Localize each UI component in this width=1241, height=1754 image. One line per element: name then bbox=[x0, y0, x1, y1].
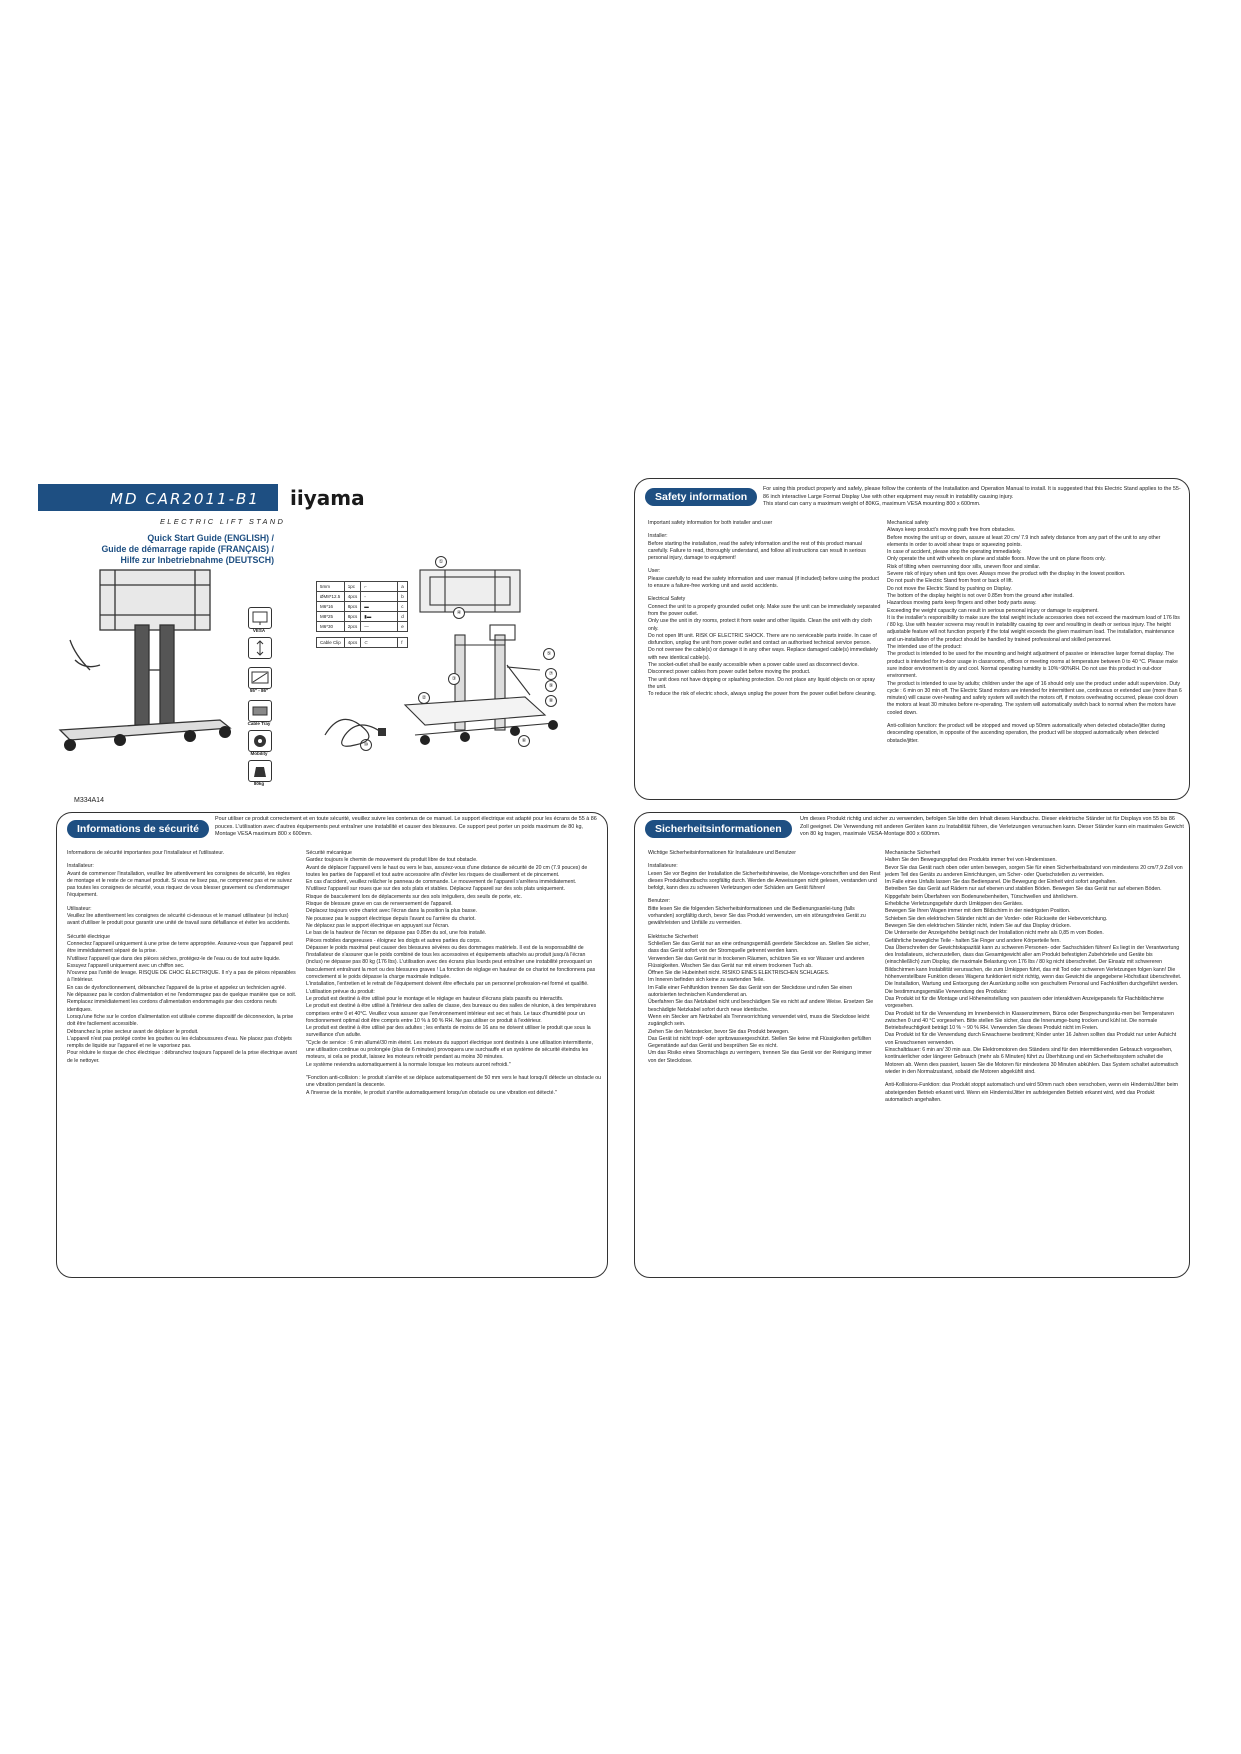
table-row bbox=[317, 582, 408, 592]
table-row bbox=[317, 638, 408, 648]
french-intro: Pour utiliser ce produit correctement et en toute sécurité, veuillez suivre les contenus de ce manuel. Le support électrique est adapté pour les écrans de 55 à 86 pouces. L'utilisation avec d'autres équipements peut entraîner une instabilité et causer des blessures. Ce support peut porter un poids maximum de 80 kg, Montage VESA maximum 800 x 600mm. bbox=[215, 816, 597, 838]
part-size: ØM8*12.5 bbox=[317, 592, 345, 602]
paragraph: Sécurité électrique Connectez l'appareil uniquement à une prise de terre appropriée. Assurez-vous que l'appareil peut être immédiatement séparé de la prise. N'utilisez l'appareil que dans des pièces sèches, protégez-le de l'eau ou de tout autre liquide. Essuyez l'appareil uniquement avec un chiffon sec. N'ouvrez pas l'unité de levage. RISQUE DE CHOC ÉLECTRIQUE. Il n'y a pas de pièces réparables à l'intérieur. En cas de dysfonctionnement, débranchez l'appareil de la prise et appelez un technicien agréé. Ne dépassez pas le cordon d'alimentation et ne l'endommagez pas de quelque manière que ce soit. Remplacez immédiatement les cordons d'alimentation endommagés par des cordons neufs identiques. Lorsqu'une fiche sur le cordon d'alimentation est utilisée comme dispositif de déconnexion, la prise doit être facilement accessible. Débranchez la prise secteur avant de déplacer le produit. L'appareil n'est pas protégé contre les gouttes ou les éclaboussures d'eau. Ne placez pas d'objets remplis de liquide sur l'appareil et ne le vaporisez pas. Pour réduire le risque de choc électrique : débranchez toujours l'appareil de la prise électrique avant de le nettoyer. bbox=[67, 933, 297, 1064]
callout-10: ⑩ bbox=[360, 739, 372, 751]
paragraph: Sécurité mécanique Gardez toujours le chemin de mouvement du produit libre de tout obstacle. Avant de déplacer l'appareil vers le haut ou vers le bas, assurez-vous d'une distance de sécurité de 20 cm (7.9 pouces) de toutes les parties de l'appareil et tout autre accessoire afin d'éviter les risques de cisaillement et de pincement. En cas d'accident, veuillez relâcher le panneau de commande. Le mouvement de l'appareil s'arrêtera immédiatement. N'utilisez l'appareil sur roues que sur des sols plats et stables. Déplacez l'appareil sur des sols plats uniquement. Risque de basculement lors de déplacements sur des sols irréguliers, des seuils de porte, etc. Risque de blessure grave en cas de renversement de l'appareil. Déplacez toujours votre chariot avec l'écran dans la position la plus basse. Ne poussez pas le support électrique depuis l'avant ou l'arrière du chariot. Ne déplacez pas le support électrique en appuyant sur l'écran. Le bas de la hauteur de l'écran ne dépasse pas 0.85m du sol, une fois installé. Pièces mobiles dangereuses - éloignez les doigts et autres parties du corps. Dépasser le poids maximal peut causer des blessures sévères ou des dommages matériels. Il est de la responsabilité de l'installateur de s'assurer que le poids combiné de tous les accessoires et équipements attachés au produit jusqu'à l'écran (inclus) ne dépasse pas 80 kg (176 lbs). L'utilisation avec des écrans plus lourds peut entraîner une instabilité provoquant un basculement entraînant la mort ou des blessures graves ! La fonction de réglage en hauteur de ce chariot ne fonctionnera pas correctement si le poids dépasse la charge maximale indiquée. L'installation, l'entretien et le retrait de l'équipement doivent être effectués par un personnel profession-nel formé et qualifié. L'utilisation prévue du produit: Le produit est destiné à être utilisé pour le montage et le réglage en hauteur d'écrans plats passifs ou interactifs. Le produit est destiné à être utilisé à l'intérieur des salles de classe, des bureaux ou des salles de réunion, à des températures comprises entre 0 et 40°C. Veuillez vous assurer que l'environnement intérieur est sec et frais. Le taux d'humidité pour un fonctionnement optimal doit être compris entre 10 % à 90 % RH. Ne pas utiliser ce produit à l'extérieur. Le produit est destiné à être utilisé par des adultes ; les enfants de moins de 16 ans ne doivent utiliser le produit que sous la surveillance d'un adulte. "Cycle de service : 6 min allumé/30 min éteint. Les moteurs du support électrique sont destinés à une utilisation intermittente, une utilisation continue ou prolongée (plus de 6 minutes) provoquera une surchauffe et un système de sécurité éteindra les moteurs, si cela se produit, laissez les moteurs refroidir pendant au moins 30 minutes. Le système reviendra automatiquement à la normale lorsque les moteurs auront refroidi." bbox=[306, 850, 597, 1068]
mobility-icon bbox=[248, 730, 272, 752]
table-row bbox=[317, 592, 408, 602]
height-icon bbox=[248, 637, 272, 659]
english-column-1 bbox=[648, 520, 883, 699]
part-letter: c bbox=[398, 602, 408, 612]
german-heading: Sicherheitsinformationen bbox=[645, 820, 792, 838]
callout-7: ⑦ bbox=[545, 668, 557, 680]
callout-9: ⑨ bbox=[545, 680, 557, 692]
english-heading: Safety information bbox=[645, 488, 757, 506]
callout-8: ⑧ bbox=[545, 695, 557, 707]
part-image: ⊂ bbox=[361, 638, 398, 648]
french-column-2 bbox=[306, 850, 602, 1097]
french-heading: Informations de sécurité bbox=[67, 820, 209, 838]
paragraph: Mechanical safety Always keep product's moving path free from obstacles. Before moving the unit up or down, assure at least 20 cm/ 7.9 inch safety distance from any part of the unit to any other elements in order to avoid shear traps or squeezing points. In case of accident, please stop the operating immediately. Only operate the unit with wheels on plane and stable floors. Move the unit on plane floors only. Risk of tilting when overrunning door sills, uneven floor and similar. Severe risk of injury when unit tips over. Always move the product with the display in the lowest position. Do not push the Electric Stand from front or back of lift. Do not move the Electric Stand by pushing on Display. The bottom of the display height is not over 0.85m from the ground after installed. Hazardous moving parts keep fingers and other body parts away. Exceeding the weight capacity can result in serious personal injury or damage to equipment. It is the installer's responsibility to make sure the total weight include accessories does not exceed the maximum load of 176 lbs / 80 kg. Use with heavier screens may result in instability causing tip over and resulting in death or serious injury. The height adjustable feature will not function properly if the total weight exceeds the given maximum load. The installation, maintenance and un-installation of the product should be handled by trained professional and skilled personnel. The intended use of the product: The product is intended to be used for the mounting and height adjustment of passive or interactive larger format display. The product is intended for in-door usage in classrooms, offices or meeting rooms at temperature between 0 to 40 °C. Please make sure indoor environment is dry and cool. Normal operating humidity is 10%~90%RH. Do not use this product in out-door environment. The product is intended to use by adults; children under the age of 16 should only use the product under adult supervision. Duty cycle : 6 min on 30 min off. The Electric Stand motors are intended for intermittent use, continuous or extended use (more than 6 minutes) will cause over-heating and safety system will switch the motors off, if motors overheating occurred, please cool down the motors at least 30 minutes before re-operating. The system will automatically switch back to normal when the motors have cooled down. bbox=[887, 520, 1182, 716]
weight-icon bbox=[248, 760, 272, 782]
german-intro: Um dieses Produkt richtig und sicher zu verwenden, befolgen Sie bitte den Inhalt dieses Handbuchs. Dieser elektrische Ständer ist für Displays von 55 bis 86 Zoll geeignet. Die Verwendung mit anderen Geräten kann zu Instabilität führen, die Verletzungen verursachen kann. Dieser Ständer kann ein maximales Gewicht von 80 kg tragen, maximale VESA-Montage 800 x 600mm. bbox=[800, 816, 1184, 838]
paragraph: Anti-collision function: the product will be stopped and moved up 50mm automatically when detected obstacle/jitter during descending operation, in opposite of the ascending operation, the product will be stopped automatically when detected obstacle/jitter. bbox=[887, 723, 1166, 744]
part-size: 5mm bbox=[317, 582, 345, 592]
model-name: MD CAR2011-B1 bbox=[110, 490, 260, 508]
paragraph: Elektrische Sicherheit Schließen Sie das Gerät nur an eine ordnungsgemäß geerdete Steckdose an. Stellen Sie sicher, dass das Gerät sofort von der Stromquelle getrennt werden kann. Verwenden Sie das Gerät nur in trockenen Räumen, schützen Sie es vor Wasser und anderen Flüssigkeiten. Wischen Sie das Gerät nur mit einem trockenen Tuch ab. Öffnen Sie die Hubeinheit nicht. RISIKO EINES ELEKTRISCHEN SCHLAGES. Im Inneren befinden sich keine zu wartenden Teile. Im Falle einer Fehlfunktion trennen Sie das Gerät von der Steckdose und rufen Sie einen autorisierten technischen Kundendienst an. Überfahren Sie das Netzkabel nicht und beschädigen Sie es nicht auf andere Weise. Ersetzen Sie beschädigte Netzkabel sofort durch neue identische. Wenn ein Stecker am Netzkabel als Trennvorrichtung verwendet wird, muss die Steckdose leicht zugänglich sein. Ziehen Sie den Netzstecker, bevor Sie das Produkt bewegen. Das Gerät ist nicht tropf- oder spritzwassergeschützt. Stellen Sie keine mit Flüssigkeiten gefüllten Gegenstände auf das Gerät und besprühen Sie es nicht. Um das Risiko eines Stromschlags zu verringern, trennen Sie das Gerät vor der Reinigung immer von der Steckdose. bbox=[648, 933, 874, 1064]
product-subtitle: ELECTRIC LIFT STAND bbox=[160, 517, 286, 526]
power-cable-illustration bbox=[320, 710, 390, 755]
paragraph: Installateure: Lesen Sie vor Beginn der Installation die Sicherheitshinweise, die Montage-vorschriften und den Rest dieses Produkthandbuchs sorgfältig durch. Werden die Anweisungen nicht gelesen, verstanden und befolgt, kann dies zu schweren Verletzungen oder Schäden am Gerät führen! bbox=[648, 863, 881, 892]
guide-title-fr: Guide de démarrage rapide (FRANÇAIS) / bbox=[101, 544, 274, 554]
part-image: ◦ bbox=[361, 592, 398, 602]
brand-logo: iiyama bbox=[290, 486, 365, 510]
callout-4: ④ bbox=[453, 607, 465, 619]
callout-6: ⑥ bbox=[518, 735, 530, 747]
part-letter: a bbox=[398, 582, 408, 592]
part-image: ⌐ bbox=[361, 582, 398, 592]
part-size: M6*16 bbox=[317, 602, 345, 612]
table-row bbox=[317, 602, 408, 612]
icon-label-size: 55" - 86" bbox=[249, 688, 269, 693]
paragraph: Installateur: Avant de commencer l'installation, veuillez lire attentivement les consignes de sécurité, les règles de montage et le reste de ce manuel produit. Si vous ne lisez pas, ne comprenez pas et ne suivez pas toutes les consignes de sécurité, vous risquez de vous blesser gravement ou d'endommager l'équipement. bbox=[67, 863, 292, 899]
paragraph: Important safety information for both installer and user bbox=[648, 520, 773, 526]
document-code: M334A14 bbox=[74, 797, 104, 804]
part-qty: 8pcs bbox=[344, 602, 361, 612]
icon-label-vesa: VESA bbox=[252, 628, 266, 633]
guide-title-en: Quick Start Guide (ENGLISH) / bbox=[147, 533, 274, 543]
part-qty: 2pcs bbox=[344, 622, 361, 632]
screen-size-icon bbox=[248, 667, 272, 689]
cable-tray-icon bbox=[248, 700, 272, 722]
table-row bbox=[317, 612, 408, 622]
icon-label-weight: 80kg bbox=[253, 781, 265, 786]
part-image: — bbox=[361, 622, 398, 632]
paragraph: Benutzer: Bitte lesen Sie die folgenden Sicherheitsinformationen und die Bedienungsanlei-tung (falls vorhanden) sorgfältig durch, bevor Sie das Produkt verwenden, um ein störungsfreies Gerät zu gewährleisten und Unfälle zu vermeiden. bbox=[648, 898, 866, 927]
paragraph: Anti-Kollisions-Funktion: das Produkt stoppt automatisch und wird 50mm nach oben verschoben, wenn ein Hindernis/Jitter beim absteigenden Betrieb erkannt wird. Wenn ein Hindernis/Jitter im aufsteigenden Betrieb erkannt wird, wird das Produkt automatisch angehalten. bbox=[885, 1082, 1178, 1103]
part-size: Cable Clip bbox=[317, 638, 345, 648]
part-qty: 4pcs bbox=[344, 638, 361, 648]
english-column-2 bbox=[887, 520, 1182, 745]
paragraph: "Fonction anti-collision : le produit s'arrête et se déplace automatiquement de 50 mm vers le haut lorsqu'il détecte un obstacle ou une vibration pendant la descente. A l'inverse de la montée, le produit s'arrête automatiquement lorsqu'un obstacle ou une vibration est détecté." bbox=[306, 1074, 602, 1096]
monitor-icon bbox=[248, 607, 272, 629]
part-image: ▬ bbox=[361, 602, 398, 612]
english-intro: For using this product properly and safely, please follow the contents of the Installation and Operation Manual to install. It is suggested that this Electric Stand applies to the 55-86 inch interactive Large Format Display Use with other equipment may result in instability causing injury. This stand can carry a maximum weight of 80KG, maximum VESA mounting 800 x 600mm. bbox=[763, 486, 1181, 508]
french-column-1 bbox=[67, 850, 297, 1065]
part-letter: e bbox=[398, 622, 408, 632]
table-row bbox=[317, 622, 408, 632]
paragraph: Installer: Before starting the installation, read the safety information and the rest of this product manual carefully. Failure to read, thoroughly understand, and follow all instructions can result in serious personal injury, damage to equipment! bbox=[648, 533, 866, 562]
paragraph: Wichtige Sicherheitsinformationen für Installateure und Benutzer bbox=[648, 850, 796, 856]
paragraph: Electrical Safety Connect the unit to a properly grounded outlet only. Make sure the unit can be immediately separated from the power outlet. Only use the unit in dry rooms, protect it from water and other liquids. Clean the unit with dry cloth only. Do not open lift unit. RISK OF ELECTRIC SHOCK. There are no serviceable parts inside. In case of disfunction, unplug the unit from power outlet and contact an authorised technical service person. Do not oversee the cable(s) or damage it in any other ways. Replace damaged cable(s) immediately with new identical cable(s). The socket-outlet shall be easily accessible when a power cable used as disconnect device. Disconnect power cables from power outlet before moving the product. The unit does not have dripping or splashing protection. Do not place any liquid objects on or spray the unit. To reduce the risk of electric shock, always unplug the power from the power outlet before cleaning. bbox=[648, 596, 881, 698]
german-column-2 bbox=[885, 850, 1183, 1104]
callout-2: ② bbox=[418, 692, 430, 704]
part-size: M6*30 bbox=[317, 622, 345, 632]
part-qty: 8pcs bbox=[344, 612, 361, 622]
paragraph: Informations de sécurité importantes pour l'installateur et l'utilisateur. bbox=[67, 850, 225, 856]
german-column-1 bbox=[648, 850, 881, 1065]
stand-illustration bbox=[40, 550, 240, 760]
icon-label-mobility: Mobility bbox=[250, 751, 268, 756]
callout-5: ⑤ bbox=[543, 648, 555, 660]
part-qty: 1pc bbox=[344, 582, 361, 592]
callout-1: ① bbox=[435, 556, 447, 568]
part-image: ▮▬ bbox=[361, 612, 398, 622]
icon-label-cable-tray: Cable Tray bbox=[247, 721, 271, 726]
part-letter: b bbox=[398, 592, 408, 602]
part-letter: d bbox=[398, 612, 408, 622]
paragraph: Utilisateur: Veuillez lire attentivement les consignes de sécurité ci-dessous et le manuel utilisateur (si inclus) avant d'utiliser le produit pour garantir une unité de travail sans défaillance et éviter les accidents. bbox=[67, 905, 291, 927]
callout-3: ③ bbox=[448, 673, 460, 685]
part-size: M8*25 bbox=[317, 612, 345, 622]
guide-title-de: Hilfe zur Inbetriebnahme (DEUTSCH) bbox=[120, 555, 274, 565]
part-qty: 4pcs bbox=[344, 592, 361, 602]
paragraph: Mechanische Sicherheit Halten Sie den Bewegungspfad des Produkts immer frei von Hindernissen. Bevor Sie das Gerät nach oben oder unten bewegen, sorgen Sie für einen Sicherheitsabstand von mindestens 20 cm/7,9 Zoll von jedem Teil des Geräts zu anderen Einrichtungen, um Scher- oder Quetschstellen zu vermeiden. Im Falle eines Unfalls lassen Sie das Bedienpanel. Die Bewegung der Einheit wird sofort angehalten. Betreiben Sie das Gerät auf Rädern nur auf ebenen und stabilen Böden. Bewegen Sie das Gerät nur auf ebenen Böden. Kippgefahr beim Überfahren von Bodenunebenheiten, Türschwellen und ähnlichem. Erhebliche Verletzungsgefahr durch Umkippen des Gerätes. Bewegen Sie Ihren Wagen immer mit dem Bildschirm in der niedrigsten Position. Schieben Sie den elektrischen Ständer nicht an der Vorder- oder Rückseite der Hebevorrichtung. Bewegen Sie den elektrischen Ständer nicht, indem Sie auf das Display drücken. Die Unterseite der Anzeigehöhe beträgt nach der Installation nicht mehr als 0,85 m vom Boden. Gefährliche bewegliche Teile - halten Sie Finger und andere Körperteile fern. Das Überschreiten der Gewichtskapazität kann zu schweren Personen- oder Sachschäden führen! Es liegt in der Verantwortung des Installateurs, sicherzustellen, dass das Gesamtgewicht aller am Produkt befestigten Zubehörteile und Geräte bis (einschließlich) zum Display, die maximale Belastung von 176 lbs / 80 kg nicht überschreitet. Der Einsatz mit schwereren Bildschirmen kann Instabilität verursachen, die zum Umkippen führt, das mit Tod oder schweren Verletzungen folgen kann! Die höhenverstellbare Funktion dieses Wagens funktioniert nicht richtig, wenn das Gewicht die angegebene Höchstlast überschreitet. Die Installation, Wartung und Entsorgung der Ausrüstung sollte von geschultem Personal und Fachkräften durchgeführt werden. Die bestimmungsgemäße Verwendung des Produkts: Das Produkt ist für die Montage und Höheneinstellung von passiven oder interaktiven Anzeigepanels für Flachbildschirme vorgesehen. Das Produkt ist für die Verwendung im Innenbereich in Klassenzimmern, Büros oder Besprechungsräu-men bei Temperaturen zwischen 0 und 40 °C vorgesehen. Bitte stellen Sie sicher, dass die Innenumge-bung trocken und kühl ist. Die normale Betriebsfeuchtigkeit beträgt 10 % ~ 90 % RH. Verwenden Sie dieses Produkt nicht im Freien. Das Produkt ist für die Verwendung durch Erwachsene bestimmt; Kinder unter 16 Jahren sollten das Produkt nur unter Aufsicht von Erwachsenen verwenden. Einschaltdauer: 6 min an/ 30 min aus. Die Elektromotoren des Ständers sind für den intermittierenden Gebrauch vorgesehen, kontinuierlicher oder längerer Gebrauch (mehr als 6 Minuten) führt zu Überhitzung und ein Sicherheitssystem schaltet die Motoren ab. Wenn dies passiert, lassen Sie die Motoren für mindestens 30 Minuten abkühlen. Das System schaltet automatisch wieder in den Normalzustand, sobald die Motoren abgekühlt sind. bbox=[885, 850, 1183, 1075]
part-letter: f bbox=[398, 638, 408, 648]
paragraph: User: Please carefully to read the safety information and user manual (if included) before using the product to ensure a failure-free working unit and avoid accidents. bbox=[648, 568, 879, 590]
